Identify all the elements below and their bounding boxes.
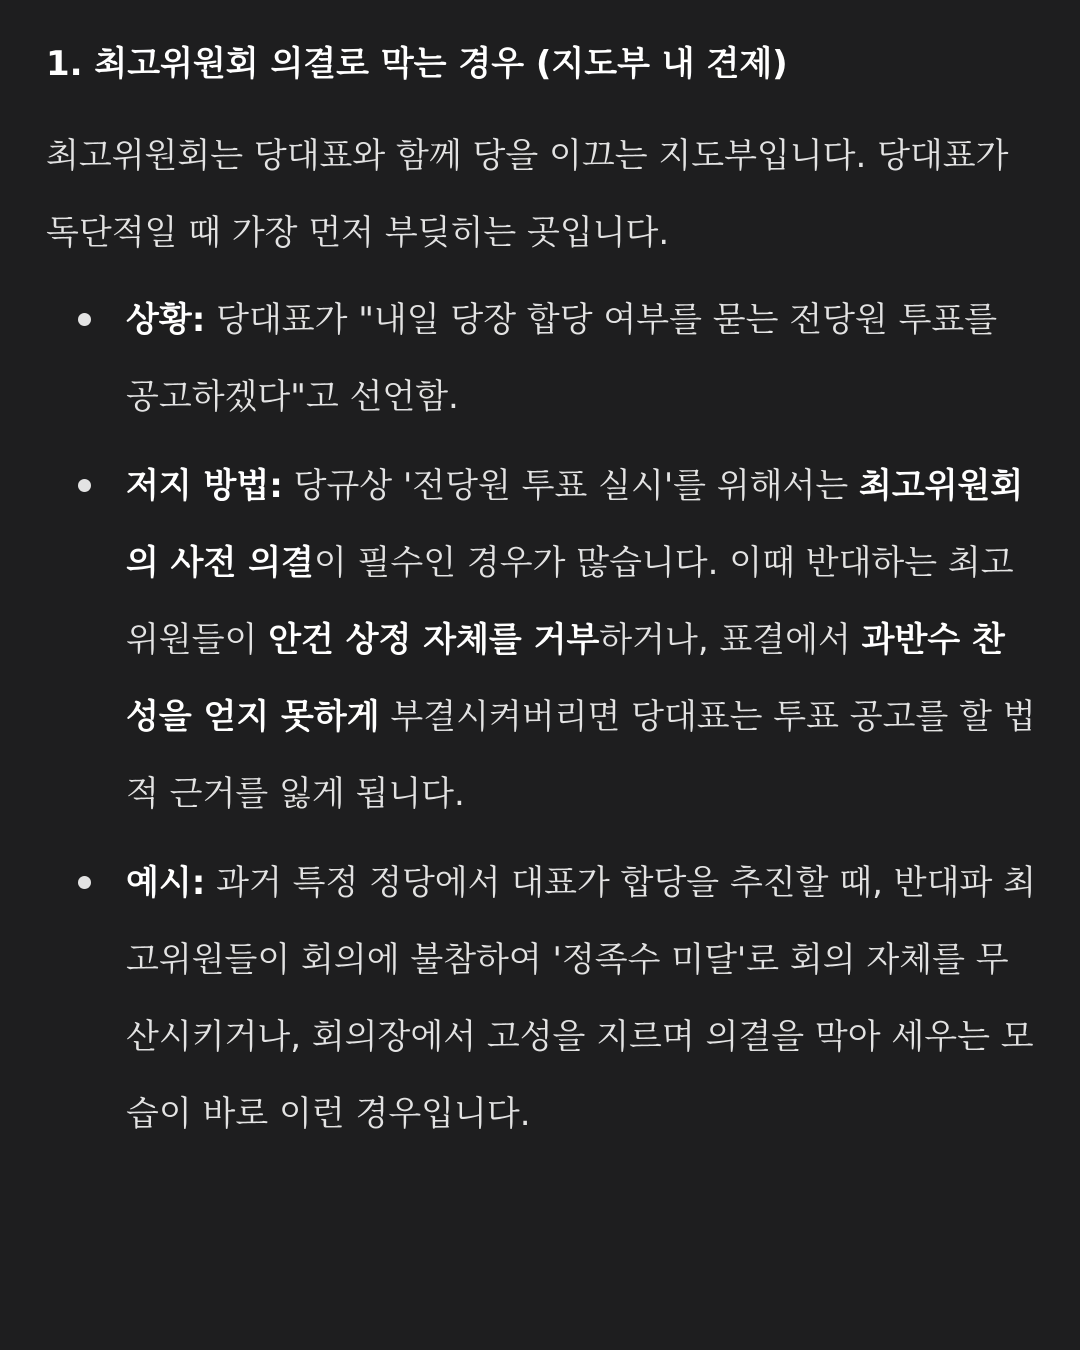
- bullet-text: 당규상 '전당원 투표 실시'를 위해서는: [282, 466, 860, 506]
- bullet-list: [46, 282, 1036, 1153]
- list-item-example: [46, 845, 1036, 1153]
- bullet-label: 예시:: [126, 863, 206, 903]
- bullet-emphasis: 최고위원회의 사전 의결: [126, 466, 1024, 583]
- list-item-method: [46, 448, 1036, 833]
- bullet-emphasis: 과반수 찬성을 얻지 못하게: [126, 620, 1005, 737]
- bullet-emphasis: 안건 상정 자체를 거부: [268, 620, 600, 660]
- bullet-text: 당대표가 "내일 당장 합당 여부를 묻는 전당원 투표를 공고하겠다"고 선언함.: [126, 300, 998, 417]
- bullet-icon: [78, 313, 91, 326]
- bullet-icon: [78, 479, 91, 492]
- intro-paragraph: 최고위원회는 당대표와 함께 당을 이끄는 지도부입니다. 당대표가 독단적일 때 가장 먼저 부딪히는 곳입니다.: [46, 136, 1009, 253]
- bullet-label: 저지 방법:: [126, 466, 283, 506]
- bullet-text: 부결시켜버리면 당대표는 투표 공고를 할 법적 근거를 잃게 됩니다.: [126, 697, 1036, 814]
- bullet-text: 과거 특정 정당에서 대표가 합당을 추진할 때, 반대파 최고위원들이 회의에 불참하여 '정족수 미달'로 회의 자체를 무산시키거나, 회의장에서 고성을 지르며 의결을 막아 세우는 모습이 바로 이런 경우입니다.: [126, 863, 1036, 1134]
- bullet-text: 이 필수인 경우가 많습니다. 이때 반대하는 최고위원들이: [126, 543, 1014, 660]
- bullet-label: 상황:: [126, 300, 206, 340]
- section-heading: 1. 최고위원회 의결로 막는 경우 (지도부 내 견제): [46, 44, 788, 84]
- bullet-icon: [78, 876, 91, 889]
- bullet-text: 하거나, 표결에서: [599, 620, 862, 660]
- list-item-situation: [46, 282, 1036, 436]
